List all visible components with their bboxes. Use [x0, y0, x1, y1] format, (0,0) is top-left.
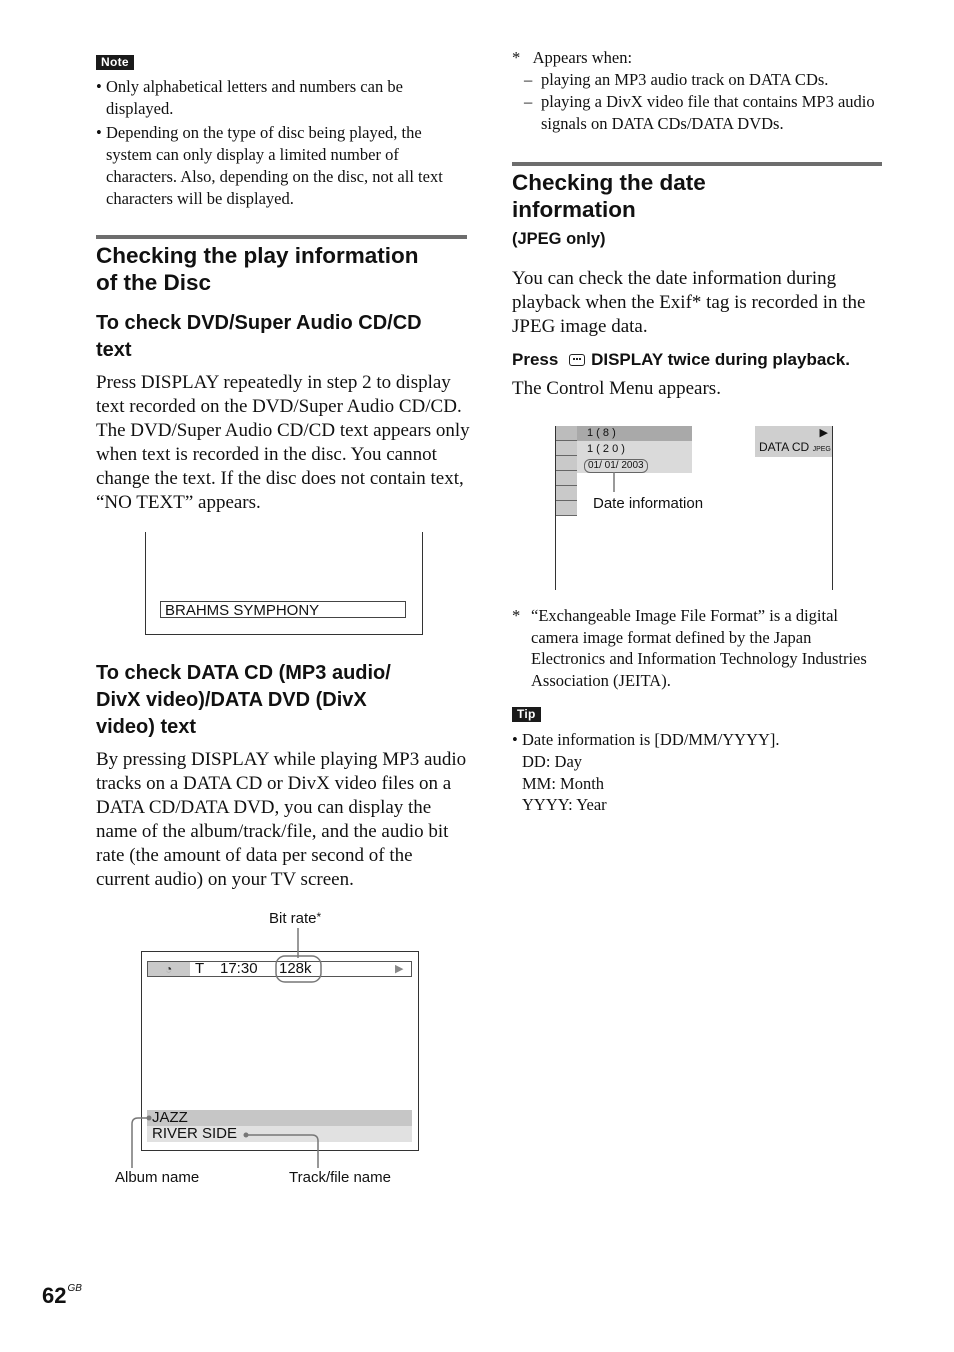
date-information-label: Date information — [593, 495, 704, 512]
note-item: • Only alphabetical letters and numbers can be displayed. — [96, 76, 466, 120]
tip-detail-lines — [522, 751, 607, 816]
footnote-item: – playing a DivX video file that contains MP3 audio signals on DATA CDs/DATA DVDs. — [524, 92, 875, 133]
tip-item: • Date information is [DD/MM/YYYY]. — [512, 729, 882, 751]
subheading-dvd-text: To check DVD/Super Audio CD/CD text — [96, 312, 422, 361]
paragraph-date-info: You can check the date information during playback when the Exif* tag is recorded in the JPEG image data. — [512, 268, 866, 337]
mode-text: DATA CD JPEG — [759, 440, 831, 454]
paragraph-dvd-text: Press DISPLAY repeatedly in step 2 to display text recorded on the DVD/Super Audio CD/CD. The DVD/Super Audio CD/CD text appears only when text is recorded in the disc. You cannot change the text. If the disc does not contain text, “NO TEXT” appears. — [96, 372, 470, 513]
bitrate-label: Bit rate* — [269, 910, 322, 927]
note-badge: Note — [96, 55, 134, 70]
folder-count-row: 1 ( 8 ) — [577, 426, 692, 441]
press-display-instruction: Press DISPLAY twice during playback. — [512, 350, 850, 369]
footnote-item: – playing an MP3 audio track on DATA CDs. — [524, 70, 829, 89]
play-icon: ▶ — [395, 963, 404, 975]
subheading-data-cd-text: To check DATA CD (MP3 audio/ DivX video)/DATA DVD (DivX video) text — [96, 662, 391, 738]
page-number: $62^{GB}$ — [42, 1283, 82, 1308]
tip-detail-day: DD: Day — [522, 752, 583, 771]
track-indicator: T — [195, 960, 205, 977]
tip-detail-year: YYYY: Year — [522, 795, 607, 814]
footnote-appears-when: * Appears when: — [512, 48, 633, 67]
file-count-row: 1 ( 2 0 ) — [577, 441, 692, 458]
note-item: • Depending on the type of disc being played, the system can only display a limited number of characters. Also, depending on the disc, not all text characters will be displayed. — [96, 122, 466, 210]
track-name-label: Track/file name — [289, 1169, 391, 1186]
disc-text-field: BRAHMS SYMPHONY — [160, 601, 406, 618]
paragraph-control-menu: The Control Menu appears. — [512, 378, 721, 399]
tip-badge: Tip — [512, 707, 541, 722]
track-name-row: RIVER SIDE — [147, 1126, 412, 1142]
album-name-row: JAZZ — [147, 1110, 412, 1126]
paragraph-data-cd-text: By pressing DISPLAY while playing MP3 audio tracks on a DATA CD or DivX video files on a DATA CD/DATA DVD, you can display the name of the album/track/file, and the audio bit rate (the amount of data per second of the current audio) on your TV screen. — [96, 749, 467, 890]
play-time: 17:30 — [220, 960, 258, 977]
album-name-label: Album name — [115, 1169, 200, 1186]
play-icon: ▶ — [819, 427, 828, 439]
section-title-date-info: Checking the date information — [512, 170, 706, 222]
disc-icon: ◔ — [165, 962, 173, 976]
section-subtitle-jpeg: (JPEG only) — [512, 230, 606, 248]
exif-footnote: * “Exchangeable Image File Format” is a digital camera image format defined by the Japan Electronics and Information Technology Industries Association (JEITA). — [512, 606, 867, 690]
bitrate-value: 128k — [279, 960, 312, 977]
tip-detail-month: MM: Month — [522, 773, 605, 793]
section-title-play-info: Checking the play information of the Disc — [96, 243, 419, 295]
date-value: 01/ 01/ 2003 — [584, 459, 648, 473]
tip-list — [512, 729, 882, 751]
